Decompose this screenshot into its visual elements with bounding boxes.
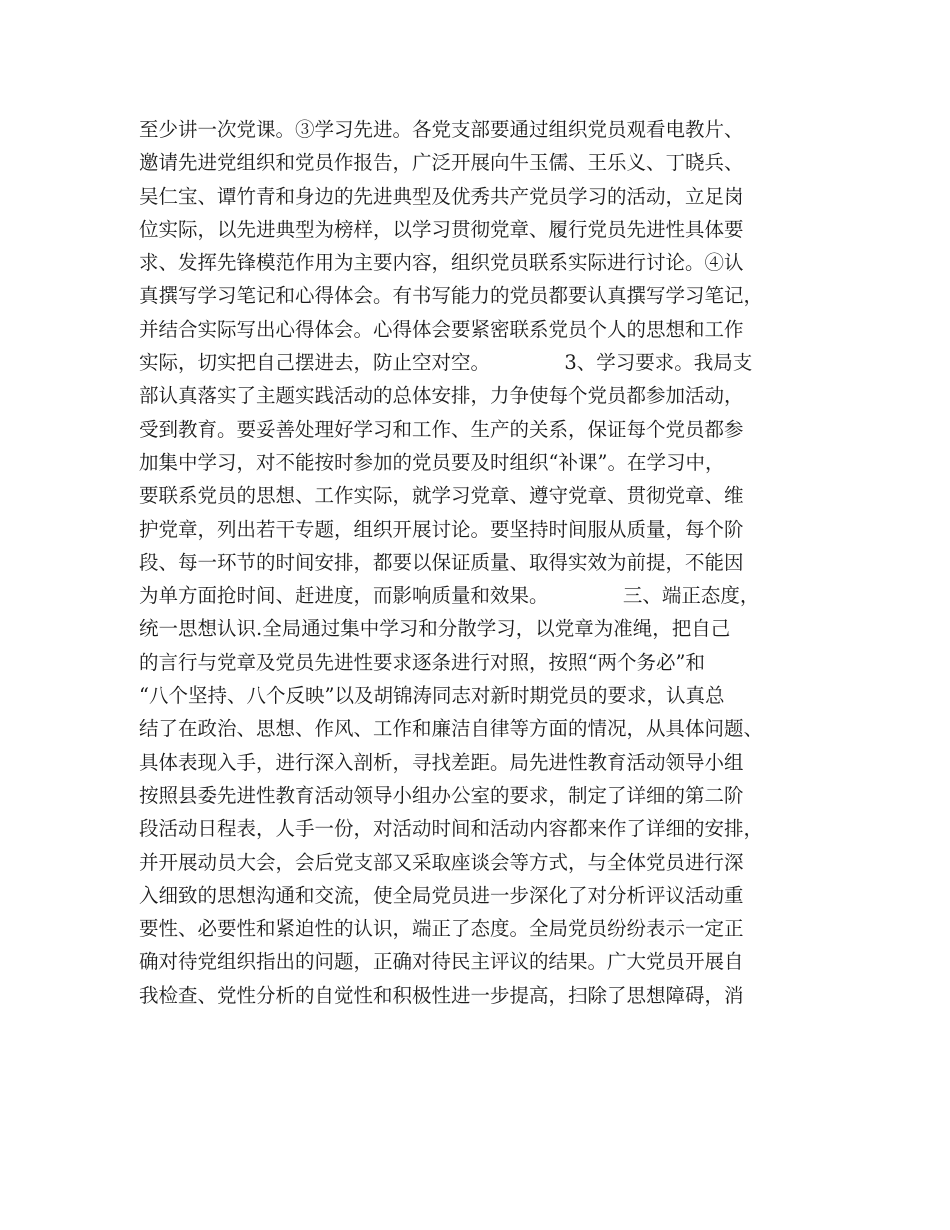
text-line: “八个坚持、八个反映”以及胡锦涛同志对新时期党员的要求，认真总 bbox=[139, 684, 725, 708]
text-line: 结了在政治、思想、作风、工作和廉洁自律等方面的情况，从具体问题、 bbox=[139, 717, 764, 741]
text-line: 统一思想认识.全局通过集中学习和分散学习，以党章为准绳，把自己 bbox=[139, 617, 731, 641]
text-line: 真撰写学习笔记和心得体会。有书写能力的党员都要认真撰写学习笔记， bbox=[139, 284, 764, 308]
text-line: 护党章，列出若干专题，组织开展讨论。要坚持时间服从质量，每个阶 bbox=[139, 517, 744, 541]
text-line: 实际，切实把自己摆进去，防止空对空。 3、学习要求。我局支 bbox=[139, 351, 753, 375]
text-line: 我检查、党性分析的自觉性和积极性进一步提高，扫除了思想障碍，消 bbox=[139, 983, 744, 1007]
text-line: 按照县委先进性教育活动领导小组办公室的要求，制定了详细的第二阶 bbox=[139, 783, 744, 807]
text-line: 确对待党组织指出的问题，正确对待民主评议的结果。广大党员开展自 bbox=[139, 950, 744, 974]
text-line: 具体表现入手，进行深入剖析，寻找差距。局先进性教育活动领导小组 bbox=[139, 750, 744, 774]
text-line: 部认真落实了主题实践活动的总体安排，力争使每个党员都参加活动， bbox=[139, 384, 744, 408]
text-line: 并开展动员大会，会后党支部又采取座谈会等方式，与全体党员进行深 bbox=[139, 850, 744, 874]
text-line: 至少讲一次党课。③学习先进。各党支部要通过组织党员观看电教片、 bbox=[139, 118, 744, 141]
text-line: 位实际，以先进典型为榜样，以学习贯彻党章、履行党员先进性具体要 bbox=[139, 217, 744, 241]
text-line: 为单方面抢时间、赶进度，而影响质量和效果。 三、端正态度， bbox=[139, 584, 760, 608]
text-line: 受到教育。要妥善处理好学习和工作、生产的关系，保证每个党员都参 bbox=[139, 417, 744, 441]
body-text bbox=[139, 113, 839, 1012]
text-line: 并结合实际写出心得体会。心得体会要紧密联系党员个人的思想和工作 bbox=[139, 317, 744, 341]
text-line: 加集中学习，对不能按时参加的党员要及时组织“补课”。在学习中， bbox=[139, 450, 725, 474]
text-line: 求、发挥先锋模范作用为主要内容，组织党员联系实际进行讨论。④认 bbox=[139, 251, 744, 275]
text-line: 段活动日程表，人手一份，对活动时间和活动内容都来作了详细的安排， bbox=[139, 817, 764, 841]
text-line: 吴仁宝、谭竹青和身边的先进典型及优秀共产党员学习的活动，立足岗 bbox=[139, 184, 744, 208]
text-line: 段、每一环节的时间安排，都要以保证质量、取得实效为前提，不能因 bbox=[139, 550, 744, 574]
text-line: 要联系党员的思想、工作实际，就学习党章、遵守党章、贯彻党章、维 bbox=[139, 484, 744, 508]
text-line: 要性、必要性和紧迫性的认识，端正了态度。全局党员纷纷表示一定正 bbox=[139, 917, 744, 941]
text-line: 的言行与党章及党员先进性要求逐条进行对照，按照“两个务必”和 bbox=[139, 650, 705, 674]
text-line: 邀请先进党组织和党员作报告，广泛开展向牛玉儒、王乐义、丁晓兵、 bbox=[139, 151, 744, 175]
text-line: 入细致的思想沟通和交流，使全局党员进一步深化了对分析评议活动重 bbox=[139, 883, 744, 907]
